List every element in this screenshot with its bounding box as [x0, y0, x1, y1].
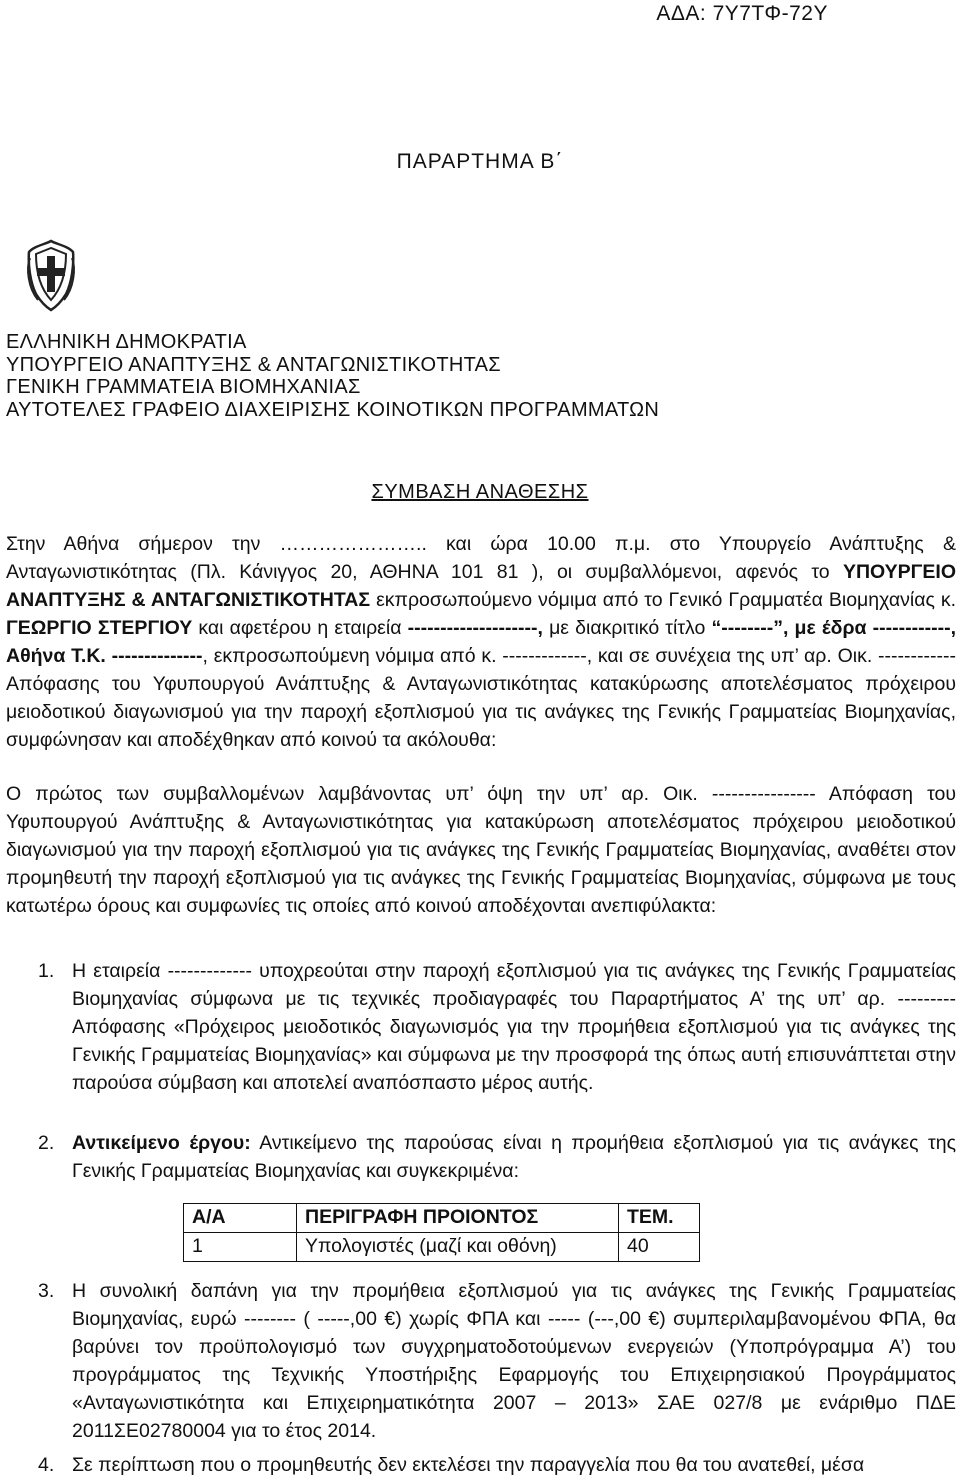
item-number: 3. — [38, 1280, 55, 1302]
header-line: ΑΥΤΟΤΕΛΕΣ ΓΡΑΦΕΙΟ ΔΙΑΧΕΙΡΙΣΗΣ ΚΟΙΝΟΤΙΚΩΝ ΠΡΟΓΡΑΜΜΑΤΩΝ — [6, 398, 660, 421]
table-header-cell: Α/Α — [184, 1204, 297, 1233]
table-cell: 1 — [184, 1233, 297, 1262]
header-line: ΕΛΛΗΝΙΚΗ ΔΗΜΟΚΡΑΤΙΑ — [6, 331, 247, 353]
item-text: Σε περίπτωση που ο προμηθευτής δεν εκτελέσει την παραγγελία που θα του ανατεθεί, μέσα — [72, 1454, 865, 1476]
item-text: Αντικείμενο έργου: Αντικείμενο της παρούσας είναι η προμήθεια εξοπλισμού για τις ανάγκες της Γενικής Γραμματείας Βιομηχανίας και συγκεκριμένα: — [72, 1132, 956, 1182]
item-text: Η συνολική δαπάνη για την προμήθεια εξοπλισμού για τις ανάγκες της Γενικής Γραμματείας Βιομηχανίας, ευρώ -------- ( -----,00 €) χωρίς ΦΠΑ και ----- (---,00 €) συμπεριλαμβανομένου ΦΠΑ, θα βαρύνει τον προϋπολογισμό των συγχρηματοδοτούμενων ενεργειών (Υποπρόγραμμα Α’) του προγράμματος της Τεχνικής Υποστήριξης Εφαρμογής του Επιχειρησιακού Προγράμματος «Ανταγωνιστικότητα και Επιχειρηματικότητα 2007 – 2013» ΣΑΕ 027/8 με ενάριθμο ΠΔΕ 2011ΣΕ02780004 για το έτος 2014. — [72, 1280, 956, 1442]
item-number: 1. — [38, 960, 55, 982]
table-header-cell: ΤΕΜ. — [619, 1204, 700, 1233]
header-line: ΓΕΝΙΚΗ ΓΡΑΜΜΑΤΕΙΑ ΒΙΟΜΗΧΑΝΙΑΣ — [6, 376, 361, 398]
item-text: Η εταιρεία ------------- υποχρεούται στην παροχή εξοπλισμού για τις ανάγκες της Γενικής Γραμματείας Βιομηχανίας σύμφωνα με τις τεχνικές προδιαγραφές του Παραρτήματος Α’ της υπ’ αρ. --------- Απόφασης «Πρόχειρος μειοδοτικός διαγωνισμός για την προμήθεια εξοπλισμού για τις ανάγκες της Γενικής Γραμματείας Βιομηχανίας» και σύμφωνα με την προσφορά της όπως αυτή επισυνάπτεται στην παρούσα σύμβαση και αποτελεί αναπόσπαστο μέρος αυτής. — [72, 960, 956, 1094]
intro-paragraph: Στην Αθήνα σήμερον την ………………….. και ώρα 10.00 π.μ. στο Υπουργείο Ανάπτυξης & Ανταγωνιστικότητας (Πλ. Κάνιγγος 20, ΑΘΗΝΑ 101 81 ), οι συμβαλλόμενοι, αφενός το ΥΠΟΥΡΓΕΙΟ ΑΝΑΠΤΥΞΗΣ & ΑΝΤΑΓΩΝΙΣΤΙΚΟΤΗΤΑΣ εκπροσωπούμενο νόμιμα από το Γενικό Γραμματέα Βιομηχανίας κ. ΓΕΩΡΓΙΟ ΣΤΕΡΓΙΟΥ και αφετέρου η εταιρεία --------------------, με διακριτικό τίτλο “--------”, με έδρα ------------, Αθήνα Τ.Κ. --------------, εκπροσωπούμενη νόμιμα από κ. -------------, και σε συνέχεια της υπ’ αρ. Οικ. ------------Απόφασης του Υφυπουργού Ανάπτυξης & Ανταγωνιστικότητας κατακύρωσης αποτελέσματος πρόχειρου μειοδοτικού διαγωνισμού για την παροχή εξοπλισμού για τις ανάγκες της Γενικής Γραμματείας Βιομηχανίας, συμφώνησαν και αποδέχθηκαν από κοινού τα ακόλουθα: — [6, 533, 957, 751]
item-number: 4. — [38, 1454, 55, 1476]
table-cell: Υπολογιστές (μαζί και οθόνη) — [297, 1233, 619, 1262]
table-row — [184, 1233, 700, 1262]
products-table — [183, 1203, 700, 1262]
greek-emblem-icon — [24, 238, 78, 312]
table-header-row — [184, 1204, 700, 1233]
ada-code: ΑΔΑ: 7Υ7ΤΦ-72Υ — [656, 2, 828, 25]
first-party-paragraph: Ο πρώτος των συμβαλλομένων λαμβάνοντας υπ’ όψη την υπ’ αρ. Οικ. ---------------- Απόφαση του Υφυπουργού Ανάπτυξης & Ανταγωνιστικότητας για κατακύρωση αποτελέσματος πρόχειρου μειοδοτικού διαγωνισμού για την παροχή εξοπλισμού για τις ανάγκες της Γενικής Γραμματείας Βιομηχανίας, αναθέτει στον προμηθευτή την παροχή εξοπλισμού για τις ανάγκες της Γενικής Γραμματείας Βιομηχανίας, σύμφωνα με τους κατωτέρω όρους και συμφωνίες τις οποίες από κοινού αποδέχονται ανεπιφύλακτα: — [6, 783, 956, 917]
ministry-header — [6, 331, 659, 421]
annex-title: ΠΑΡΑΡΤΗΜΑ Β΄ — [396, 150, 564, 173]
table-cell: 40 — [619, 1233, 700, 1262]
header-line: ΥΠΟΥΡΓΕΙΟ ΑΝΑΠΤΥΞΗΣ & ΑΝΤΑΓΩΝΙΣΤΙΚΟΤΗΤΑΣ — [6, 353, 501, 376]
item-number: 2. — [38, 1132, 55, 1154]
contract-title: ΣΥΜΒΑΣΗ ΑΝΑΘΕΣΗΣ — [371, 481, 589, 503]
table-header-cell: ΠΕΡΙΓΡΑΦΗ ΠΡΟΙΟΝΤΟΣ — [297, 1204, 619, 1233]
